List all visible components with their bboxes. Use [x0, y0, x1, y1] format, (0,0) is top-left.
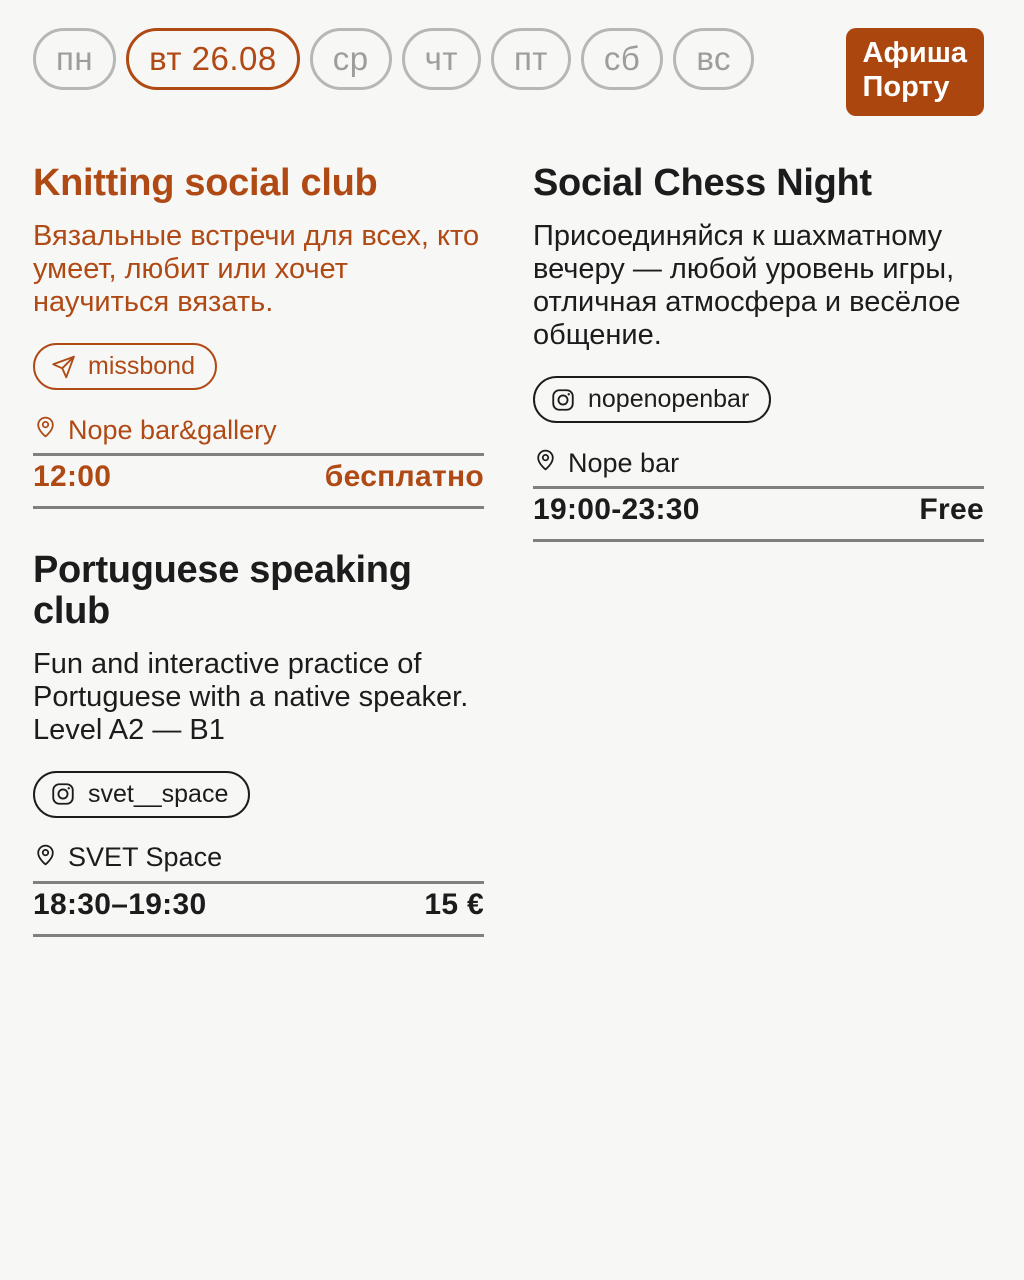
event-meta: [33, 456, 484, 499]
day-selector: [33, 28, 984, 116]
event-title: Portuguese speaking club: [33, 549, 412, 632]
event-title: Social Chess Night: [533, 161, 872, 204]
social-handle-pill[interactable]: [33, 343, 217, 390]
day-pill-sat[interactable]: сб: [581, 28, 663, 90]
day-pill-tue-selected[interactable]: вт 26.08: [126, 28, 300, 90]
social-handle-label: svet__space: [88, 779, 229, 808]
events-grid: [33, 163, 984, 978]
day-pill-sun[interactable]: вс: [673, 28, 754, 90]
event-title: Knitting social club: [33, 161, 378, 204]
separator: [33, 506, 484, 509]
event-location: [533, 447, 984, 479]
instagram-icon: [50, 781, 76, 807]
day-pill-mon[interactable]: пн: [33, 28, 116, 90]
location-label: Nope bar&gallery: [68, 414, 277, 445]
event-time: 12:00: [33, 460, 112, 494]
separator: [533, 539, 984, 542]
location-label: Nope bar: [568, 447, 680, 478]
event-card-portuguese: [33, 550, 484, 937]
badge-line-2: Порту: [862, 70, 950, 103]
day-pill-thu[interactable]: чт: [402, 28, 481, 90]
event-price: Free: [919, 493, 984, 527]
telegram-icon: [50, 354, 76, 380]
badge-line-1: Афиша: [862, 37, 967, 69]
left-column: [33, 163, 484, 978]
event-price: бесплатно: [324, 460, 484, 494]
event-price: 15 €: [424, 887, 484, 921]
social-handle-pill[interactable]: [33, 771, 250, 818]
event-card-knitting: [33, 163, 484, 509]
location-pin-icon: [33, 414, 58, 446]
event-description: Вязальные встречи для всех, кто умеет, любит или хочет научиться вязать.: [33, 220, 480, 319]
separator: [33, 934, 484, 937]
event-time: 18:30–19:30: [33, 887, 207, 921]
location-pin-icon: [533, 447, 558, 479]
instagram-icon: [550, 387, 576, 413]
event-card-chess: [533, 163, 984, 542]
event-description: Присоединяйся к шахматному вечеру — любой уровень игры, отличная атмосфера и весёлое общение.: [533, 220, 961, 352]
event-time: 19:00-23:30: [533, 493, 700, 527]
event-location: [33, 414, 484, 446]
location-pin-icon: [33, 842, 58, 874]
afisha-porto-badge: [846, 28, 984, 116]
event-meta: [33, 884, 484, 927]
day-pill-fri[interactable]: пт: [491, 28, 571, 90]
right-column: [533, 163, 984, 978]
event-location: [33, 842, 484, 874]
social-handle-label: missbond: [88, 352, 195, 381]
event-description: Fun and interactive practice of Portuguese with a native speaker. Level A2 — B1: [33, 647, 469, 746]
event-meta: [533, 489, 984, 532]
day-pill-wed[interactable]: ср: [310, 28, 392, 90]
social-handle-label: nopenopenbar: [588, 385, 750, 414]
location-label: SVET Space: [68, 842, 223, 873]
social-handle-pill[interactable]: [533, 376, 771, 423]
